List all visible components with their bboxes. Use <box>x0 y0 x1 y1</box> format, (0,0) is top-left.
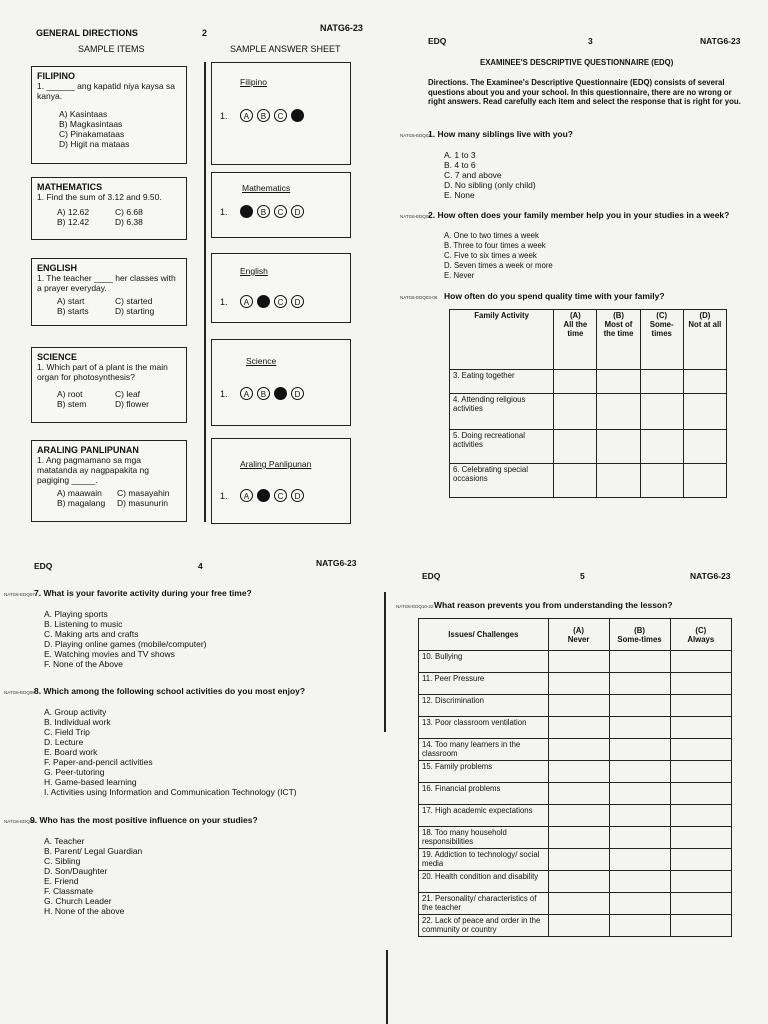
option-d[interactable]: D. Lecture <box>44 737 84 747</box>
cell-b[interactable] <box>597 430 640 464</box>
cell-b[interactable] <box>609 673 670 695</box>
cell-c[interactable] <box>670 739 731 761</box>
row-label: 5. Doing recreational activities <box>450 430 554 464</box>
answer-bubbles <box>220 293 308 311</box>
cell-c[interactable] <box>640 430 683 464</box>
bubble-a[interactable]: A <box>240 295 253 308</box>
cell-a[interactable] <box>554 370 597 394</box>
bubble-d[interactable]: D <box>291 205 304 218</box>
subject-title: ENGLISH <box>37 263 78 273</box>
option-b: B) starts <box>57 306 89 316</box>
question-7: 7. What is your favorite activity during your free time? <box>34 588 252 598</box>
col-header-b: (B) Some-times <box>609 619 670 651</box>
option-b[interactable]: B. 4 to 6 <box>444 160 476 170</box>
col-header-c: (C) Always <box>670 619 731 651</box>
table-row <box>419 827 732 849</box>
row-label: 13. Poor classroom ventilation <box>419 717 549 739</box>
cell-d[interactable] <box>683 370 726 394</box>
option-h[interactable]: H. None of the above <box>44 906 125 916</box>
table-header-row <box>450 310 727 370</box>
item-number: 1. <box>220 490 228 501</box>
cell-c[interactable] <box>670 915 731 937</box>
option-e[interactable]: E. Watching movies and TV shows <box>44 649 175 659</box>
cell-b[interactable] <box>609 827 670 849</box>
cell-b[interactable] <box>609 717 670 739</box>
page-header-right: NATG6-23 <box>690 571 731 581</box>
cell-a[interactable] <box>548 695 609 717</box>
answer-box-filipino <box>211 62 351 165</box>
col-header-b: (B) Most of the time <box>597 310 640 370</box>
bubble-b[interactable]: B <box>257 205 270 218</box>
item-number: 1. <box>220 110 228 121</box>
question-9-options <box>44 836 142 916</box>
option-e[interactable]: E. Never <box>444 271 475 280</box>
row-label: 3. Eating together <box>450 370 554 394</box>
table-row <box>419 739 732 761</box>
row-label: 16. Financial problems <box>419 783 549 805</box>
cell-a[interactable] <box>548 893 609 915</box>
option-d[interactable]: D. Playing online games (mobile/computer) <box>44 639 207 649</box>
table-row <box>450 394 727 430</box>
bubble-b-filled[interactable]: B <box>257 295 270 308</box>
option-d: D) starting <box>115 306 155 316</box>
row-label: 18. Too many household responsibilities <box>419 827 549 849</box>
question-2-options <box>444 231 553 281</box>
table-row <box>419 915 732 937</box>
option-c[interactable]: C. Field Trip <box>44 727 90 737</box>
cell-a[interactable] <box>548 783 609 805</box>
question-9: 9. Who has the most positive influence on your studies? <box>30 815 258 825</box>
row-label: 11. Peer Pressure <box>419 673 549 695</box>
option-c[interactable]: C. 7 and above <box>444 170 502 180</box>
subject-title: SCIENCE <box>37 352 78 362</box>
question-8: 8. Which among the following school activities do you most enjoy? <box>34 686 306 696</box>
table-row <box>419 761 732 783</box>
cell-c[interactable] <box>670 717 731 739</box>
cell-c[interactable] <box>670 783 731 805</box>
cell-a[interactable] <box>548 827 609 849</box>
cell-c[interactable] <box>670 893 731 915</box>
table-row <box>419 805 732 827</box>
row-label: 10. Bullying <box>419 651 549 673</box>
item-question: 1. Which part of a plant is the main organ for photosynthesis? <box>37 362 168 382</box>
item-number: 1. <box>220 388 228 399</box>
bubble-a[interactable]: A <box>240 387 253 400</box>
option-f[interactable]: F. Paper-and-pencil activities <box>44 757 153 767</box>
col-header-issues: Issues/ Challenges <box>419 619 549 651</box>
cell-b[interactable] <box>609 849 670 871</box>
cell-b[interactable] <box>609 695 670 717</box>
page-header-left: EDQ <box>422 571 441 581</box>
option-b[interactable]: B. Three to four times a week <box>444 241 546 250</box>
option-d: D) Higit na mataas <box>59 139 130 149</box>
page-header-right: NATG6-23 <box>700 36 741 46</box>
page-header-left: EDQ <box>428 36 447 46</box>
option-a: A) 12.62 <box>57 207 90 217</box>
question-2: 2. How often does your family member help you in your studies in a week? <box>428 210 730 220</box>
cell-c[interactable] <box>640 464 683 498</box>
option-b[interactable]: B. Listening to music <box>44 619 123 629</box>
issues-challenges-table <box>418 618 732 937</box>
option-b[interactable]: B. Individual work <box>44 717 111 727</box>
col-header-activity: Family Activity <box>450 310 554 370</box>
page-number: 4 <box>198 561 203 571</box>
bubble-c[interactable]: C <box>274 295 287 308</box>
table-row <box>419 695 732 717</box>
cell-c[interactable] <box>670 871 731 893</box>
cell-a[interactable] <box>554 464 597 498</box>
question-1-options <box>444 150 536 200</box>
question-1: 1. How many siblings live with you? <box>428 129 573 139</box>
cell-a[interactable] <box>554 394 597 430</box>
table-row <box>419 893 732 915</box>
option-a: A) start <box>57 296 85 306</box>
option-c: C) 6.68 <box>115 207 143 217</box>
bubble-d[interactable]: D <box>291 489 304 502</box>
answer-subject-label: Filipino <box>240 77 267 87</box>
cell-c[interactable] <box>670 651 731 673</box>
item-code: NATG6-EDQ09 <box>4 819 35 824</box>
option-h[interactable]: H. Game-based learning <box>44 777 137 787</box>
sample-items-heading: SAMPLE ITEMS <box>78 44 145 54</box>
cell-c[interactable] <box>670 849 731 871</box>
row-label: 17. High academic expectations <box>419 805 549 827</box>
table-row <box>419 783 732 805</box>
cell-a[interactable] <box>548 871 609 893</box>
page-header-right: NATG6-23 <box>320 23 363 33</box>
answer-box-science <box>211 339 351 426</box>
cell-a[interactable] <box>548 651 609 673</box>
subject-title: ARALING PANLIPUNAN <box>37 445 139 455</box>
option-a: A) root <box>57 389 83 399</box>
row-label: 12. Discrimination <box>419 695 549 717</box>
bubble-b[interactable]: B <box>257 109 270 122</box>
table-row <box>450 370 727 394</box>
cell-d[interactable] <box>683 464 726 498</box>
bubble-d[interactable]: D <box>291 295 304 308</box>
column-divider <box>204 62 206 522</box>
option-b: B) Magkasintaas <box>59 119 123 129</box>
bubble-b[interactable]: B <box>257 387 270 400</box>
row-label: 15. Family problems <box>419 761 549 783</box>
item-code: NATG6-EDQ01 <box>400 133 431 138</box>
option-f[interactable]: F. None of the Above <box>44 659 123 669</box>
cell-b[interactable] <box>609 651 670 673</box>
item-code: NATG6-EDQ10-22 <box>396 604 434 609</box>
table-row <box>419 849 732 871</box>
option-e[interactable]: E. Friend <box>44 876 79 886</box>
bubble-a[interactable]: A <box>240 109 253 122</box>
option-b: B) stem <box>57 399 87 409</box>
cell-b[interactable] <box>609 783 670 805</box>
item-code: NATG6-EDQ07 <box>4 592 35 597</box>
table-row <box>419 673 732 695</box>
option-c: C) started <box>115 296 153 306</box>
answer-subject-label: English <box>240 266 268 276</box>
subject-title: FILIPINO <box>37 71 75 81</box>
cell-b[interactable] <box>609 871 670 893</box>
question-family-time: How often do you spend quality time with your family? <box>444 291 665 301</box>
option-a[interactable]: A. One to two times a week <box>444 231 539 240</box>
cell-b[interactable] <box>597 464 640 498</box>
family-activity-table <box>449 309 727 498</box>
cell-b[interactable] <box>609 805 670 827</box>
table-row <box>419 717 732 739</box>
bubble-b-filled[interactable]: B <box>257 489 270 502</box>
bubble-d[interactable]: D <box>291 387 304 400</box>
answer-box-mathematics <box>211 172 351 238</box>
question-7-options <box>44 609 207 669</box>
col-header-c: (C) Some-times <box>640 310 683 370</box>
cell-a[interactable] <box>548 915 609 937</box>
option-c[interactable]: C. Sibling <box>44 856 81 866</box>
sample-item-filipino <box>31 66 187 164</box>
option-c: C) leaf <box>115 389 141 399</box>
item-number: 1. <box>220 296 228 307</box>
answer-bubbles <box>220 203 308 221</box>
page-number: 2 <box>202 28 208 38</box>
directions-text: Directions. The Examinee's Descriptive Questionnaire (EDQ) consists of several questions about you and your school. In this questionnaire, there are no wrong or right answers. Read carefully each item and select the response that is right for you. <box>428 78 741 106</box>
option-b[interactable]: B. Parent/ Legal Guardian <box>44 846 143 856</box>
item-question: 1. The teacher ____ her classes with a prayer everyday. <box>37 273 176 293</box>
page-number: 3 <box>588 36 593 46</box>
answer-bubbles <box>220 107 308 125</box>
table-row <box>450 430 727 464</box>
cell-c[interactable] <box>670 805 731 827</box>
fold-line <box>384 592 386 732</box>
cell-d[interactable] <box>683 394 726 430</box>
edq-title: EXAMINEE'S DESCRIPTIVE QUESTIONNAIRE (EDQ) <box>480 58 674 67</box>
cell-a[interactable] <box>548 805 609 827</box>
bubble-c[interactable]: C <box>274 205 287 218</box>
row-label: 21. Personality/ characteristics of the teacher <box>419 893 549 915</box>
option-a: A) maawain <box>57 488 102 498</box>
answer-bubbles <box>220 385 308 403</box>
cell-d[interactable] <box>683 430 726 464</box>
cell-a[interactable] <box>548 739 609 761</box>
option-c: C) masayahin <box>117 488 170 498</box>
row-label: 6. Celebrating special occasions <box>450 464 554 498</box>
option-d: D) flower <box>115 399 150 409</box>
item-code: NATG6-EDQ03-06 <box>400 295 438 300</box>
answer-box-araling-panlipunan <box>211 438 351 524</box>
item-code: NATG6-EDQ02 <box>400 214 431 219</box>
cell-b[interactable] <box>609 893 670 915</box>
page-number: 5 <box>580 571 585 581</box>
page-header-left: GENERAL DIRECTIONS <box>36 28 138 38</box>
bubble-c-filled[interactable]: C <box>274 387 287 400</box>
option-g[interactable]: G. Church Leader <box>44 896 112 906</box>
table-row <box>450 464 727 498</box>
option-b: B) 12.42 <box>57 217 90 227</box>
option-c[interactable]: C. Making arts and crafts <box>44 629 139 639</box>
cell-b[interactable] <box>597 394 640 430</box>
option-i[interactable]: I. Activities using Information and Communication Technology (ICT) <box>44 787 297 797</box>
cell-c[interactable] <box>640 394 683 430</box>
bubble-d-filled[interactable]: D <box>291 109 304 122</box>
option-e[interactable]: E. Board work <box>44 747 98 757</box>
col-header-a: (A) Never <box>548 619 609 651</box>
bubble-a-filled[interactable]: A <box>240 205 253 218</box>
item-code: NATG6-EDQ08 <box>4 690 35 695</box>
cell-c[interactable] <box>670 695 731 717</box>
item-number: 1. <box>220 206 228 217</box>
row-label: 14. Too many learners in the classroom <box>419 739 549 761</box>
sample-item-mathematics <box>31 177 187 240</box>
row-label: 4. Attending religious activities <box>450 394 554 430</box>
answer-box-english <box>211 253 351 323</box>
cell-a[interactable] <box>548 717 609 739</box>
option-c[interactable]: C. Five to six times a week <box>444 251 537 260</box>
row-label: 20. Health condition and disability <box>419 871 549 893</box>
bubble-c[interactable]: C <box>274 489 287 502</box>
page-header-left: EDQ <box>34 561 53 571</box>
cell-a[interactable] <box>548 849 609 871</box>
col-header-a: (A) All the time <box>554 310 597 370</box>
option-a: A) Kasintaas <box>59 109 108 119</box>
cell-b[interactable] <box>609 739 670 761</box>
fold-line <box>386 950 388 1024</box>
table-row <box>419 871 732 893</box>
option-d[interactable]: D. Seven times a week or more <box>444 261 553 270</box>
cell-c[interactable] <box>670 827 731 849</box>
answer-subject-label: Araling Panlipunan <box>240 459 312 469</box>
bubble-a[interactable]: A <box>240 489 253 502</box>
option-d[interactable]: D. No sibling (only child) <box>444 180 536 190</box>
cell-c[interactable] <box>670 761 731 783</box>
cell-b[interactable] <box>609 915 670 937</box>
subject-title: MATHEMATICS <box>37 182 103 192</box>
sample-item-english <box>31 258 187 326</box>
item-question: 1. ______ ang kapatid niya kaysa sa kanya. <box>37 81 175 101</box>
option-f[interactable]: F. Classmate <box>44 886 94 896</box>
option-g[interactable]: G. Peer-tutoring <box>44 767 105 777</box>
option-a[interactable]: A. Playing sports <box>44 609 108 619</box>
answer-subject-label: Science <box>246 356 277 366</box>
sample-answer-sheet-heading: SAMPLE ANSWER SHEET <box>230 44 341 54</box>
sample-item-araling-panlipunan <box>31 440 187 522</box>
question-8-options <box>44 707 297 797</box>
table-row <box>419 651 732 673</box>
table-header-row <box>419 619 732 651</box>
page-header-right: NATG6-23 <box>316 558 357 568</box>
cell-a[interactable] <box>548 673 609 695</box>
option-d: D) masunurin <box>117 498 169 508</box>
cell-c[interactable] <box>670 673 731 695</box>
answer-subject-label: Mathematics <box>242 183 291 193</box>
option-a[interactable]: A. Group activity <box>44 707 107 717</box>
cell-c[interactable] <box>640 370 683 394</box>
col-header-d: (D) Not at all <box>683 310 726 370</box>
option-e[interactable]: E. None <box>444 190 475 200</box>
option-d: D) 6.38 <box>115 217 143 227</box>
option-d[interactable]: D. Son/Daughter <box>44 866 108 876</box>
sample-item-science <box>31 347 187 423</box>
option-a[interactable]: A. 1 to 3 <box>444 150 476 160</box>
option-a[interactable]: A. Teacher <box>44 836 85 846</box>
item-question: 1. Find the sum of 3.12 and 9.50. <box>37 192 162 202</box>
cell-a[interactable] <box>548 761 609 783</box>
option-c: C) Pinakamataas <box>59 129 125 139</box>
answer-bubbles <box>220 487 308 505</box>
item-question: 1. Ang pagmamano sa mga matatanda ay nagpapakita ng pagiging _____. <box>37 455 150 485</box>
bubble-c[interactable]: C <box>274 109 287 122</box>
row-label: 22. Lack of peace and order in the community or country <box>419 915 549 937</box>
option-b: B) magalang <box>57 498 106 508</box>
cell-a[interactable] <box>554 430 597 464</box>
cell-b[interactable] <box>597 370 640 394</box>
question-lesson-understanding: What reason prevents you from understanding the lesson? <box>434 600 673 610</box>
cell-b[interactable] <box>609 761 670 783</box>
row-label: 19. Addiction to technology/ social media <box>419 849 549 871</box>
